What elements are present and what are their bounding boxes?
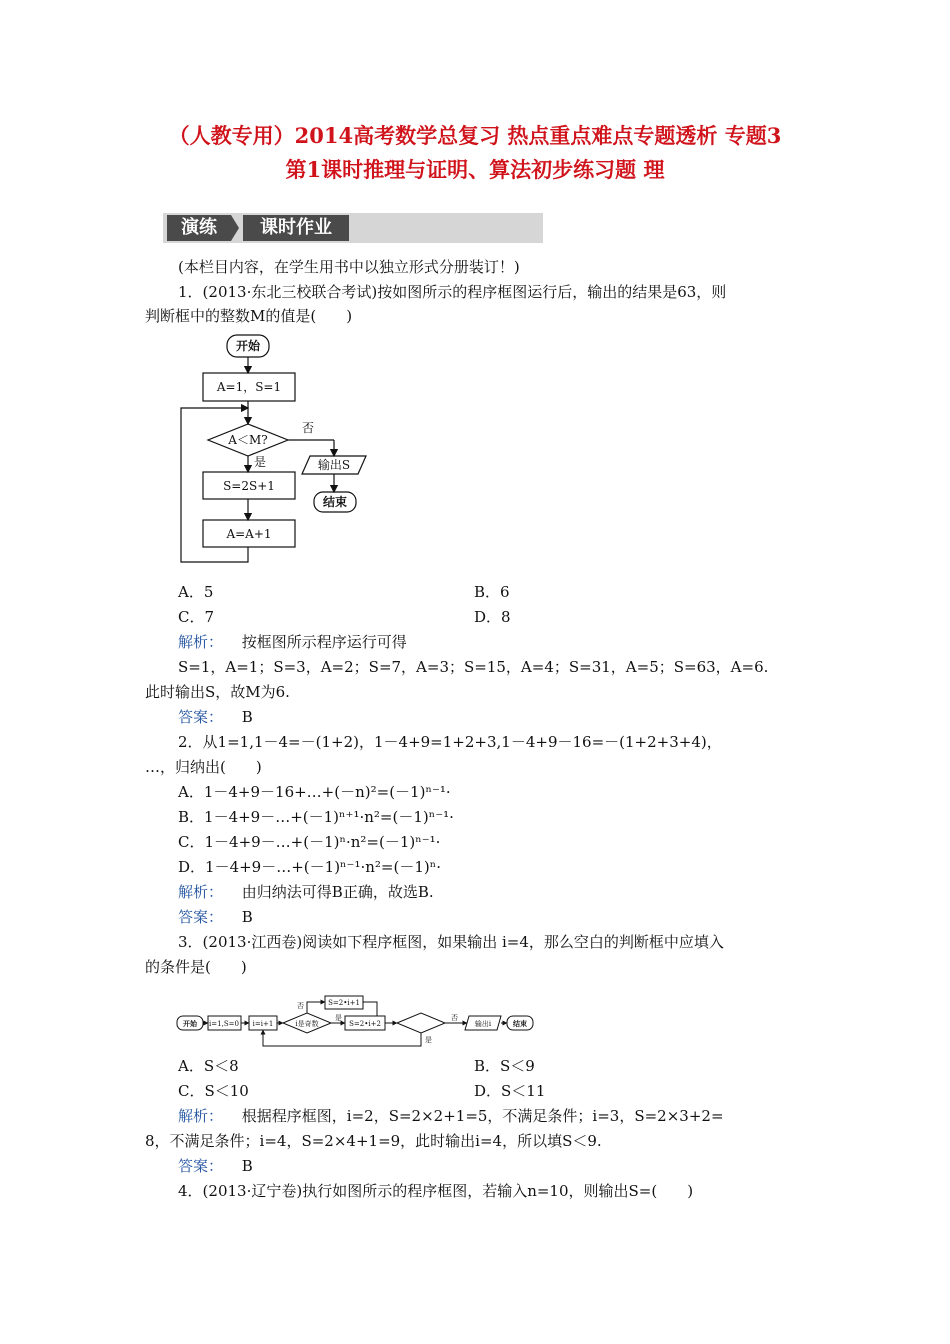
q3-flowchart bbox=[175, 988, 535, 1050]
q1-option-c: C．7 bbox=[178, 608, 215, 626]
q1-analysis-line3: 此时输出S，故M为6. bbox=[145, 683, 290, 701]
q3-flow-end: 结束 bbox=[513, 1019, 527, 1028]
q3-answer-value: B bbox=[241, 1157, 253, 1175]
q2-option-a: A．1－4+9－16+…+(－n)²=(－1)ⁿ⁻¹· bbox=[178, 783, 451, 801]
q4-stem-line1: 4．(2013·辽宁卷)执行如图所示的程序框图，若输入n=10，则输出S=( ) bbox=[178, 1182, 694, 1200]
q1-stem-line2: 判断框中的整数M的值是( ) bbox=[145, 307, 353, 325]
q3-flow-start: 开始 bbox=[183, 1019, 197, 1028]
q3-stem-line2: 的条件是( ) bbox=[145, 958, 247, 976]
q2-answer-label: 答案： bbox=[178, 908, 224, 926]
q1-answer-value: B bbox=[241, 708, 253, 726]
doc-title-line2: 第1课时推理与证明、算法初步练习题 理 bbox=[285, 157, 665, 182]
q3-flow-yes: 是 bbox=[335, 1014, 342, 1022]
q3-flow-branch-mid: S=2•i+2 bbox=[349, 1020, 381, 1028]
q1-analysis-label: 解析： bbox=[178, 633, 224, 651]
q2-analysis-text: 由归纳法可得B正确，故选B. bbox=[241, 883, 434, 901]
q3-analysis bbox=[178, 1105, 724, 1127]
q1-flow-init: A=1，S=1 bbox=[216, 380, 282, 394]
q1-analysis bbox=[178, 631, 407, 653]
q1-flow-no: 否 bbox=[302, 421, 315, 435]
q3-option-c: C．S＜10 bbox=[178, 1082, 249, 1100]
q2-analysis bbox=[178, 881, 434, 903]
q3-flow-cond: i是奇数 bbox=[295, 1020, 319, 1028]
q3-flow-branch-top: S=2•i+1 bbox=[328, 999, 360, 1007]
q3-flow-yes2: 是 bbox=[425, 1036, 432, 1044]
q1-answer-label: 答案： bbox=[178, 708, 224, 726]
q1-flow-yes: 是 bbox=[254, 455, 267, 469]
q1-analysis-text: 按框图所示程序运行可得 bbox=[241, 633, 407, 651]
q3-flow-no2: 否 bbox=[451, 1014, 458, 1022]
q3-flow-no: 否 bbox=[297, 1002, 304, 1010]
q2-option-b: B．1－4+9－…+(－1)ⁿ⁺¹·n²=(－1)ⁿ⁻¹· bbox=[178, 808, 454, 826]
q1-option-d: D．8 bbox=[474, 608, 511, 626]
q3-answer bbox=[178, 1155, 253, 1177]
q1-analysis-line2: S=1，A=1；S=3，A=2；S=7，A=3；S=15，A=4；S=31，A=5；S=63，A=6. bbox=[178, 658, 769, 676]
q3-analysis-line2: 8，不满足条件；i=4，S=2×4+1=9，此时输出i=4，所以填S＜9. bbox=[145, 1132, 602, 1150]
q1-flow-output: 输出S bbox=[317, 458, 351, 472]
q3-option-d: D．S＜11 bbox=[474, 1082, 546, 1100]
q1-flow-step2: A=A+1 bbox=[226, 527, 272, 541]
q2-answer-value: B bbox=[241, 908, 253, 926]
q3-flow-inc: i=i+1 bbox=[252, 1020, 274, 1028]
q3-analysis-label: 解析： bbox=[178, 1107, 224, 1125]
q1-flowchart bbox=[170, 330, 380, 570]
q3-stem-line1: 3．(2013·江西卷)阅读如下程序框图，如果输出 i=4，那么空白的判断框中应填入 bbox=[178, 933, 724, 951]
q1-flow-start: 开始 bbox=[235, 339, 261, 353]
q3-flow-init: i=1,S=0 bbox=[209, 1020, 239, 1028]
banner-right-tag: 课时作业 bbox=[243, 215, 349, 241]
note-text: (本栏目内容，在学生用书中以独立形式分册装订！) bbox=[178, 258, 520, 276]
q2-answer bbox=[178, 906, 253, 928]
q1-flow-cond: A＜M? bbox=[228, 433, 268, 447]
q3-cond2-diamond bbox=[397, 1013, 445, 1033]
q1-flow-end: 结束 bbox=[322, 495, 348, 509]
q1-stem-line1: 1．(2013·东北三校联合考试)按如图所示的程序框图运行后，输出的结果是63，则 bbox=[178, 283, 727, 301]
q2-stem-line2: …，归纳出( ) bbox=[145, 758, 262, 776]
q3-answer-label: 答案： bbox=[178, 1157, 224, 1175]
q3-option-b: B．S＜9 bbox=[474, 1057, 535, 1075]
q2-option-d: D．1－4+9－…+(－1)ⁿ⁻¹·n²=(－1)ⁿ· bbox=[178, 858, 441, 876]
q3-analysis-text: 根据程序框图，i=2，S=2×2+1=5，不满足条件；i=3，S=2×3+2= bbox=[241, 1107, 724, 1125]
doc-title-line1: （人教专用）2014高考数学总复习 热点重点难点专题透析 专题3 bbox=[168, 123, 782, 148]
q2-option-c: C．1－4+9－…+(－1)ⁿ·n²=(－1)ⁿ⁻¹· bbox=[178, 833, 441, 851]
q1-flow-step1: S=2S+1 bbox=[223, 479, 275, 493]
banner-arrow bbox=[231, 215, 239, 241]
q1-option-b: B．6 bbox=[474, 583, 510, 601]
q3-option-a: A．S＜8 bbox=[178, 1057, 239, 1075]
q1-option-a: A．5 bbox=[178, 583, 214, 601]
q1-answer bbox=[178, 706, 253, 728]
q2-stem-line1: 2．从1=1,1－4=－(1+2)，1－4+9=1+2+3,1－4+9－16=－(1+2+3+4)， bbox=[178, 733, 722, 751]
q2-analysis-label: 解析： bbox=[178, 883, 224, 901]
banner-left-tag: 演练 bbox=[167, 215, 231, 241]
q3-flow-output: 输出i bbox=[474, 1020, 492, 1028]
section-banner bbox=[163, 213, 543, 243]
